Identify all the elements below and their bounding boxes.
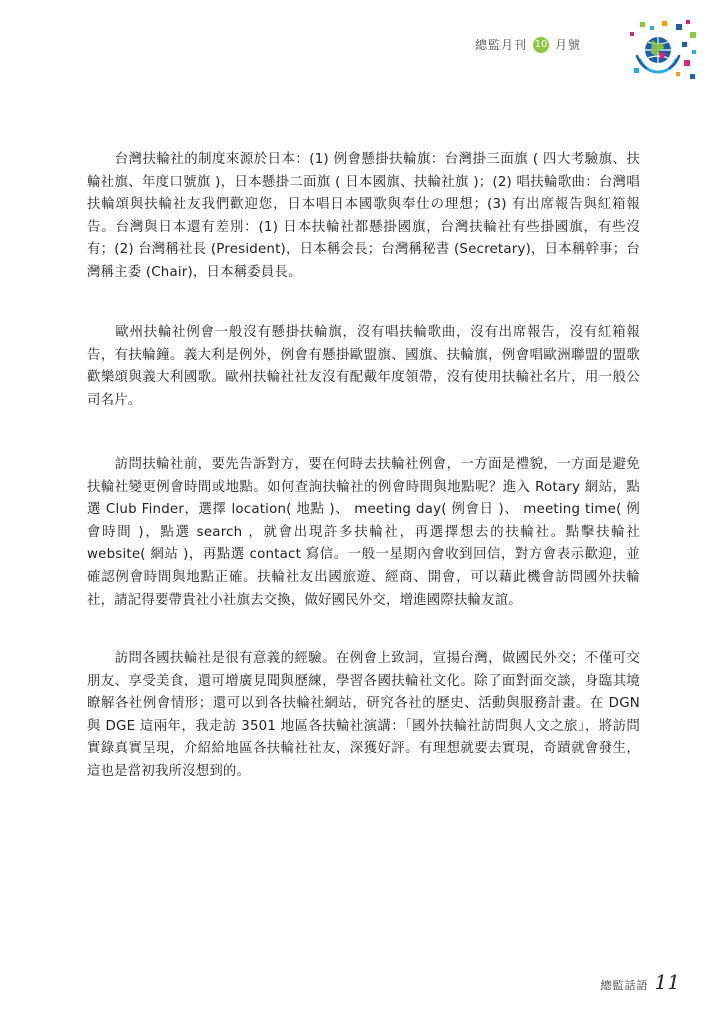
issue-suffix: 月號	[554, 38, 581, 52]
page-number: 11	[654, 970, 680, 994]
paragraph-2: 歐州扶輪社例會一般沒有懸掛扶輪旗，沒有唱扶輪歌曲，沒有出席報告，沒有紅箱報告，有扶輪鐘。義大利是例外，例會有懸掛歐盟旗、國旗、扶輪旗，例會唱歐洲聯盟的盟歌歡樂頌與義大利國歌。歐州扶輪社社友沒有配戴年度領帶，沒有使用扶輪社名片，用一般公司名片。	[87, 325, 640, 408]
globe-hands-logo-icon	[590, 20, 698, 86]
page-footer	[601, 970, 680, 994]
section-label: 總監話語	[600, 979, 649, 992]
running-header	[475, 36, 581, 53]
paragraph-3: 訪問扶輪社前，要先告訴對方，要在何時去扶輪社例會，一方面是禮貌，一方面是避免扶輪社變更例會時間或地點。如何查詢扶輪社的例會時間與地點呢？進入 Rotary 網站，點選 Club Finder，選擇 location( 地點 )、 meeting day( 例會日 )、 meeting time( 例會時間 )，點選 search ，就會出現許多扶輪社，再選擇想去的扶輪社。點擊扶輪社 website( 網站 )，再點選 contact 寫信。一般一星期內會收到回信，對方會表示歡迎，並確認例會時間與地點正確。扶輪社友出國旅遊、經商、開會，可以藉此機會訪問國外扶輪社，請記得要帶貴社小社旗去交換，做好國民外交，增進國際扶輪友誼。	[87, 457, 640, 608]
paragraph-1: 台灣扶輪社的制度來源於日本：(1) 例會懸掛扶輪旗：台灣掛三面旗 ( 四大考驗旗、扶輪社旗、年度口號旗 )，日本懸掛二面旗 ( 日本國旗、扶輪社旗 )；(2) 唱扶輪歌曲：台灣唱扶輪頌與扶輪社友我們歡迎您，日本唱日本國歌與奉仕の理想；(3) 有出席報告與紅箱報告。台灣與日本還有差別：(1) 日本扶輪社都懸掛國旗，台灣扶輪社有些掛國旗，有些沒有；(2) 台灣稱社長 (President)，日本稱会長；台灣稱秘書 (Secretary)，日本稱幹事；台灣稱主委 (Chair)，日本稱委員長。	[87, 152, 640, 280]
magazine-title: 總監月刊	[474, 38, 527, 52]
paragraph-4: 訪問各國扶輪社是很有意義的經驗。在例會上致詞，宣揚台灣，做國民外交；不僅可交朋友、享受美食，還可增廣見聞與歷練，學習各國扶輪社文化。除了面對面交談，身臨其境瞭解各社例會情形；還可以到各扶輪社網站，研究各社的歷史、活動與服務計畫。在 DGN 與 DGE 這兩年，我走訪 3501 地區各扶輪社演講：「國外扶輪社訪問與人文之旅」，將訪問實錄真實呈現，介紹給地區各扶輪社社友，深獲好評。有理想就要去實現，奇蹟就會發生，這也是當初我所沒想到的。	[87, 651, 640, 779]
issue-number-badge: 10	[533, 37, 549, 53]
